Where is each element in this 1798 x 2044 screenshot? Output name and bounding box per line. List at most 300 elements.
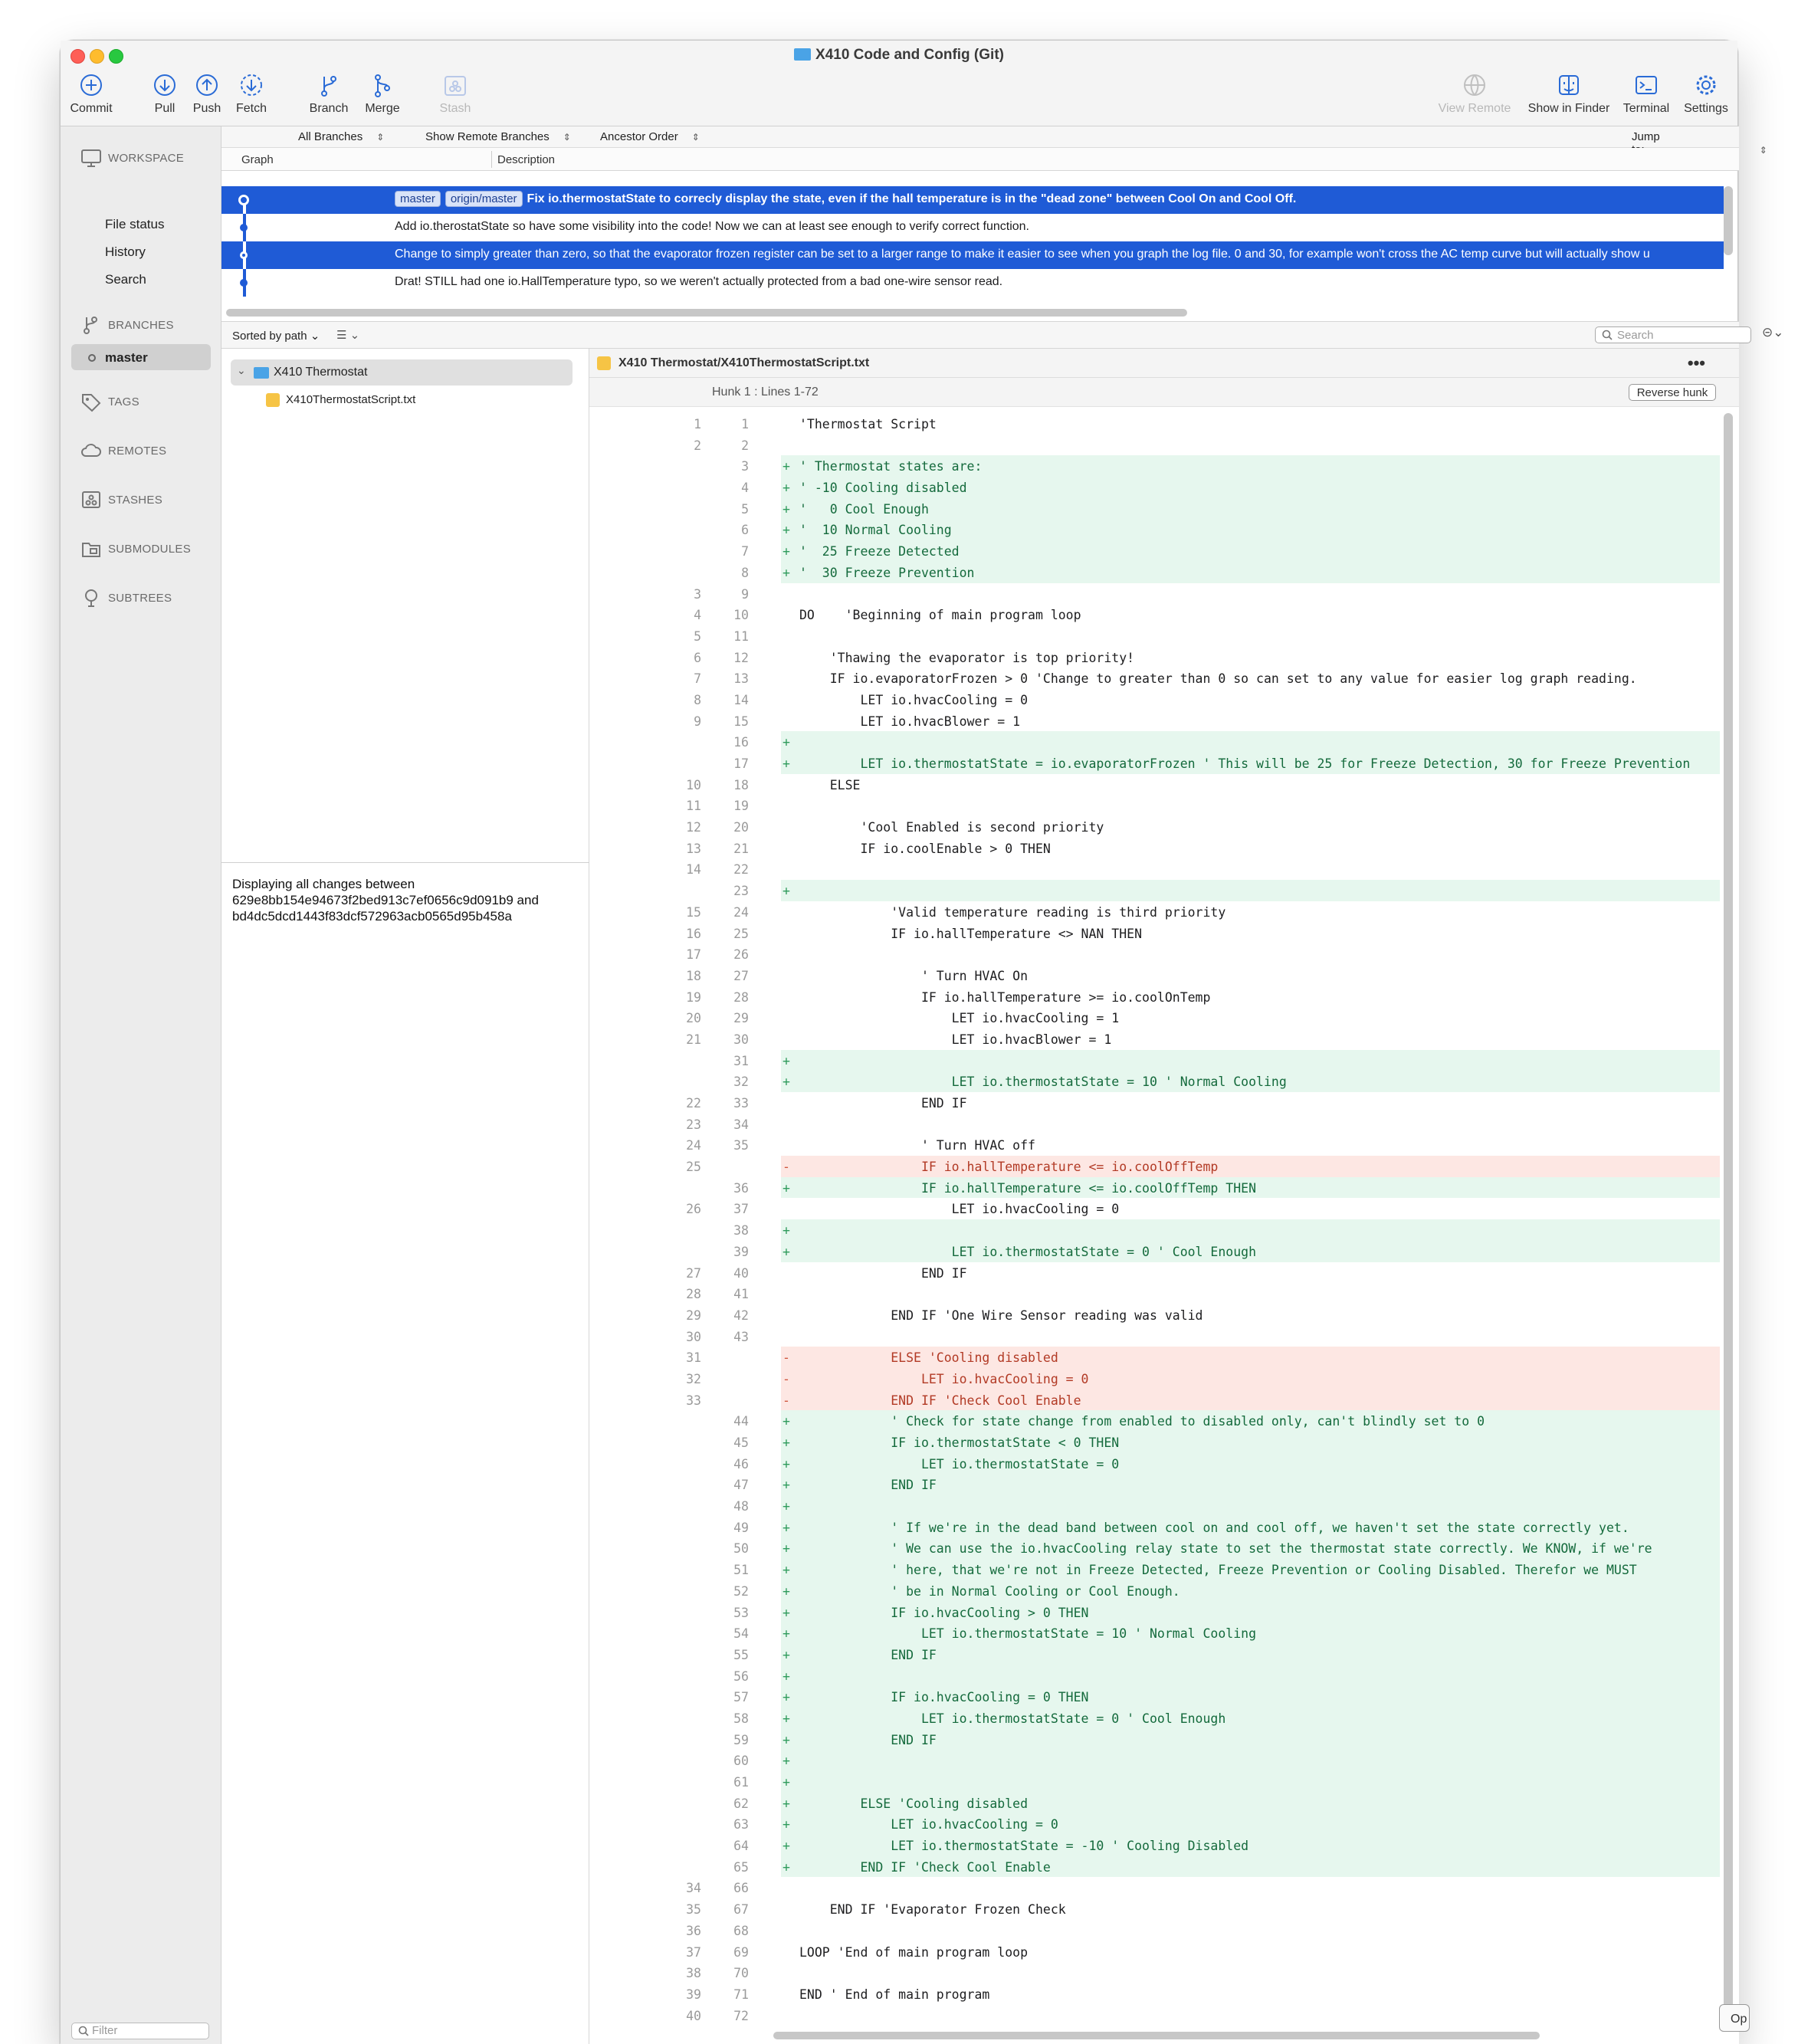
branch-button[interactable] bbox=[307, 73, 350, 116]
diff-line[interactable] bbox=[589, 1941, 1720, 1963]
diff-line-body bbox=[781, 1983, 1720, 2005]
new-line-number: 42 bbox=[733, 1307, 749, 1323]
diff-line-added[interactable] bbox=[589, 562, 1720, 583]
diff-line-added[interactable] bbox=[589, 498, 1720, 520]
app-window bbox=[60, 40, 1784, 2043]
new-line-number: 9 bbox=[741, 586, 749, 602]
plus-icon: + bbox=[783, 1796, 790, 1811]
plus-icon: + bbox=[783, 1817, 790, 1832]
diff-line[interactable] bbox=[589, 965, 1720, 986]
stash-icon bbox=[80, 490, 102, 510]
old-line-number: 2 bbox=[694, 438, 701, 453]
code-text: END IF bbox=[799, 1096, 967, 1111]
diff-line-added[interactable] bbox=[589, 540, 1720, 562]
commit-message: Change to simply greater than zero, so that the evaporator frozen register can be set to a larger range to make it easier to see when you graph the log file. 0 and 30, for example won't cross the AC temp curve but will actually show u bbox=[395, 248, 1650, 261]
diff-line[interactable] bbox=[589, 2005, 1720, 2026]
old-line-number: 1 bbox=[694, 417, 701, 431]
search-input[interactable] bbox=[1595, 326, 1751, 343]
new-line-number: 50 bbox=[733, 1541, 749, 1557]
diff-line-body bbox=[781, 1092, 1720, 1114]
diff-line-body bbox=[781, 625, 1720, 647]
view-remote-button[interactable] bbox=[1432, 73, 1517, 116]
code-text: LET io.thermostatState = io.evaporatorFrozen ' This will be 25 for Freeze Detection, 30 for Freeze Prevention bbox=[799, 756, 1691, 771]
diff-line-added[interactable] bbox=[589, 1835, 1720, 1856]
plus-icon: + bbox=[783, 544, 790, 559]
description-column-header[interactable]: Description bbox=[497, 153, 556, 166]
stash-icon bbox=[441, 73, 469, 99]
pull-icon bbox=[151, 73, 179, 99]
new-line-number: 39 bbox=[733, 1244, 749, 1259]
new-line-number: 37 bbox=[733, 1202, 749, 1217]
diff-line-body bbox=[781, 1813, 1720, 1835]
stash-button[interactable] bbox=[436, 73, 474, 116]
commit-list-vertical-scrollbar[interactable] bbox=[1724, 186, 1733, 255]
globe-icon bbox=[1461, 73, 1488, 99]
tree-file[interactable] bbox=[266, 393, 415, 406]
code-text: END IF bbox=[799, 1732, 937, 1747]
terminal-button[interactable] bbox=[1619, 73, 1673, 116]
pull-button[interactable] bbox=[149, 73, 180, 116]
graph-column-header[interactable]: Graph bbox=[241, 153, 274, 166]
code-text: ELSE 'Cooling disabled bbox=[799, 1350, 1058, 1366]
search-icon bbox=[78, 2026, 89, 2036]
new-line-number: 48 bbox=[733, 1499, 749, 1514]
new-line-number: 49 bbox=[733, 1520, 749, 1535]
old-line-number: 18 bbox=[686, 968, 701, 983]
file-name: X410ThermostatScript.txt bbox=[286, 393, 416, 406]
folder-icon bbox=[254, 367, 269, 379]
push-label: Push bbox=[192, 102, 221, 115]
submodule-icon bbox=[80, 539, 102, 559]
code-text: LET io.hvacCooling = 0 bbox=[799, 1817, 1058, 1832]
diff-line-added[interactable] bbox=[589, 1517, 1720, 1538]
diff-line-body bbox=[781, 1262, 1720, 1284]
old-line-number: 5 bbox=[694, 628, 701, 644]
diff-line-added[interactable] bbox=[589, 455, 1720, 477]
tag-icon bbox=[80, 392, 102, 412]
new-line-number: 46 bbox=[733, 1456, 749, 1471]
code-text: LET io.hvacBlower = 1 bbox=[799, 714, 1021, 729]
diff-line-removed[interactable] bbox=[589, 1156, 1720, 1177]
new-line-number: 16 bbox=[733, 735, 749, 750]
new-line-number: 41 bbox=[733, 1287, 749, 1302]
diff-line-body bbox=[781, 1835, 1720, 1856]
diff-line-body bbox=[781, 1517, 1720, 1538]
diff-line[interactable] bbox=[589, 816, 1720, 838]
diff-line-added[interactable] bbox=[589, 477, 1720, 498]
file-sort-bar bbox=[221, 321, 1784, 349]
diff-line-added[interactable] bbox=[589, 1813, 1720, 1835]
old-line-number: 13 bbox=[686, 841, 701, 856]
diff-line[interactable] bbox=[589, 1304, 1720, 1326]
sidebar-section-stashes[interactable] bbox=[80, 490, 162, 510]
sort-dropdown[interactable] bbox=[232, 329, 320, 343]
show-in-finder-button[interactable] bbox=[1524, 73, 1613, 116]
diff-line[interactable] bbox=[589, 1983, 1720, 2005]
diff-line-body bbox=[781, 1559, 1720, 1580]
diff-line-body bbox=[781, 943, 1720, 965]
commit-row[interactable] bbox=[221, 186, 1724, 214]
diff-line-added[interactable] bbox=[589, 519, 1720, 540]
new-line-number: 57 bbox=[733, 1690, 749, 1705]
code-text: DO 'Beginning of main program loop bbox=[799, 608, 1081, 623]
new-line-number: 35 bbox=[733, 1138, 749, 1153]
diff-line-body bbox=[781, 1793, 1720, 1814]
diff-lines bbox=[589, 413, 1720, 2026]
diff-line[interactable] bbox=[589, 604, 1720, 625]
diff-line[interactable] bbox=[589, 583, 1720, 605]
new-line-number: 24 bbox=[733, 904, 749, 920]
corner-button[interactable]: Op bbox=[1719, 2004, 1750, 2032]
new-line-number: 13 bbox=[733, 671, 749, 687]
new-line-number: 25 bbox=[733, 926, 749, 941]
view-options-dropdown[interactable] bbox=[336, 328, 359, 342]
old-line-number: 21 bbox=[686, 1032, 701, 1047]
diff-line[interactable] bbox=[589, 858, 1720, 880]
new-line-number: 18 bbox=[733, 777, 749, 792]
code-text: END IF bbox=[799, 1478, 937, 1493]
new-line-number: 6 bbox=[741, 523, 749, 538]
diff-options-button[interactable] bbox=[1762, 325, 1784, 340]
new-line-number: 32 bbox=[733, 1074, 749, 1090]
diff-line[interactable] bbox=[589, 1134, 1720, 1156]
new-line-number: 55 bbox=[733, 1647, 749, 1662]
merge-button[interactable] bbox=[361, 73, 404, 116]
diff-line-body bbox=[781, 1219, 1720, 1241]
push-button[interactable] bbox=[189, 73, 225, 116]
diff-line[interactable] bbox=[589, 1007, 1720, 1029]
new-line-number: 70 bbox=[733, 1966, 749, 1981]
diff-line-body bbox=[781, 519, 1720, 540]
sidebar-section-branches[interactable] bbox=[80, 315, 174, 335]
diff-line[interactable] bbox=[589, 435, 1720, 456]
push-icon bbox=[193, 73, 221, 99]
new-line-number: 26 bbox=[733, 947, 749, 963]
diff-line-added[interactable] bbox=[589, 880, 1720, 901]
plus-icon: + bbox=[783, 1053, 790, 1068]
diff-line-body bbox=[781, 1898, 1720, 1920]
sidebar-item-history[interactable]: History bbox=[105, 244, 146, 259]
diff-line-removed[interactable] bbox=[589, 1368, 1720, 1389]
window-title bbox=[61, 47, 1737, 64]
new-line-number: 3 bbox=[741, 459, 749, 474]
code-text: LET io.thermostatState = 10 ' Normal Cooling bbox=[799, 1626, 1257, 1642]
diff-line[interactable] bbox=[589, 774, 1720, 796]
diff-line[interactable] bbox=[589, 1092, 1720, 1114]
commit-message: Drat! STILL had one io.HallTemperature typo, so we weren't actually protected from a bad one-wire sensor read. bbox=[395, 275, 1003, 288]
diff-line-added[interactable] bbox=[589, 1686, 1720, 1708]
new-line-number: 1 bbox=[741, 417, 749, 431]
minus-icon: - bbox=[783, 1350, 790, 1366]
diff-line-added[interactable] bbox=[589, 731, 1720, 753]
diff-line-removed[interactable] bbox=[589, 1389, 1720, 1411]
diff-line-body bbox=[781, 1750, 1720, 1771]
diff-line-body bbox=[781, 710, 1720, 732]
diff-line[interactable] bbox=[589, 1877, 1720, 1898]
old-line-number: 28 bbox=[686, 1287, 701, 1302]
diff-line-added[interactable] bbox=[589, 1622, 1720, 1644]
plus-icon: + bbox=[783, 1839, 790, 1854]
diff-line-added[interactable] bbox=[589, 1410, 1720, 1432]
diff-line-body bbox=[781, 1029, 1720, 1050]
code-text: ' be in Normal Cooling or Cool Enough. bbox=[799, 1583, 1180, 1599]
diff-line[interactable] bbox=[589, 1029, 1720, 1050]
new-line-number: 2 bbox=[741, 438, 749, 453]
new-line-number: 36 bbox=[733, 1180, 749, 1196]
old-line-number: 36 bbox=[686, 1923, 701, 1938]
code-text: 'Thermostat Script bbox=[799, 417, 937, 431]
pull-label: Pull bbox=[154, 102, 176, 115]
branch-tag[interactable]: origin/master bbox=[445, 191, 523, 207]
sidebar-filter-input[interactable] bbox=[71, 2023, 209, 2039]
ellipsis-circle-icon: ⊝ bbox=[1762, 325, 1773, 340]
old-line-number: 4 bbox=[694, 608, 701, 623]
diff-line-body bbox=[781, 965, 1720, 986]
diff-line-added[interactable] bbox=[589, 1071, 1720, 1092]
diff-line-added[interactable] bbox=[589, 1241, 1720, 1262]
diff-line[interactable] bbox=[589, 1114, 1720, 1135]
diff-line-added[interactable] bbox=[589, 1474, 1720, 1495]
plus-icon: + bbox=[783, 1520, 790, 1535]
code-text: LET io.thermostatState = -10 ' Cooling Disabled bbox=[799, 1839, 1249, 1854]
new-line-number: 38 bbox=[733, 1223, 749, 1239]
sidebar-section-submodules[interactable] bbox=[80, 539, 191, 559]
diff-line-added[interactable] bbox=[589, 1495, 1720, 1517]
code-text: LET io.hvacCooling = 0 bbox=[799, 1371, 1089, 1386]
diff-line[interactable] bbox=[589, 838, 1720, 859]
new-line-number: 44 bbox=[733, 1414, 749, 1429]
new-line-number: 23 bbox=[733, 884, 749, 899]
diff-line-body bbox=[781, 1389, 1720, 1411]
commit-list-horizontal-scrollbar[interactable] bbox=[226, 309, 1187, 317]
code-text: ELSE bbox=[799, 777, 861, 792]
compare-info: Displaying all changes between 629e8bb154e94673f2bed913c7ef0656c9d091b9 and bd4dc5dcd1443f83dcf572963acb0565d95b458a bbox=[232, 877, 539, 924]
diff-line-body bbox=[781, 753, 1720, 774]
diff-line[interactable] bbox=[589, 413, 1720, 435]
diff-line[interactable] bbox=[589, 1262, 1720, 1284]
more-options-icon[interactable]: ••• bbox=[1687, 353, 1705, 372]
new-line-number: 5 bbox=[741, 501, 749, 517]
jump-to-label: Jump bbox=[1632, 130, 1660, 143]
reverse-hunk-button[interactable]: Reverse hunk bbox=[1629, 384, 1716, 401]
diff-horizontal-scrollbar[interactable] bbox=[773, 2032, 1540, 2039]
diff-line[interactable] bbox=[589, 1326, 1720, 1347]
sidebar-section-subtrees[interactable] bbox=[80, 588, 172, 608]
old-line-number: 37 bbox=[686, 1944, 701, 1960]
plus-icon: + bbox=[783, 884, 790, 899]
diff-line-body bbox=[781, 1156, 1720, 1177]
sort-label: Sorted by path bbox=[232, 330, 307, 343]
diff-line[interactable] bbox=[589, 625, 1720, 647]
diff-line-body bbox=[781, 1622, 1720, 1644]
diff-line[interactable] bbox=[589, 986, 1720, 1008]
new-line-number: 43 bbox=[733, 1329, 749, 1344]
chevron-down-icon: ⌄ bbox=[1773, 325, 1784, 340]
diff-line-added[interactable] bbox=[589, 1750, 1720, 1771]
diff-line-body bbox=[781, 689, 1720, 710]
diff-line[interactable] bbox=[589, 710, 1720, 732]
diff-line[interactable] bbox=[589, 689, 1720, 710]
view-remote-label: View Remote bbox=[1438, 102, 1511, 115]
commit-row[interactable] bbox=[221, 214, 1724, 241]
diff-line-added[interactable] bbox=[589, 1219, 1720, 1241]
plus-icon: + bbox=[783, 459, 790, 474]
commit-icon bbox=[77, 73, 105, 99]
diff-line[interactable] bbox=[589, 647, 1720, 668]
diff-line-added[interactable] bbox=[589, 1771, 1720, 1793]
code-text: LET io.thermostatState = 10 ' Normal Cooling bbox=[799, 1074, 1287, 1090]
diff-line-added[interactable] bbox=[589, 753, 1720, 774]
tree-folder[interactable] bbox=[231, 359, 573, 386]
code-text: LET io.thermostatState = 0 ' Cool Enough bbox=[799, 1711, 1226, 1726]
terminal-label: Terminal bbox=[1622, 102, 1670, 115]
code-text: ' Thermostat states are: bbox=[799, 459, 983, 474]
filter-placeholder: Filter bbox=[92, 2024, 118, 2037]
sidebar-item-master[interactable] bbox=[71, 344, 211, 370]
diff-line-body bbox=[781, 1007, 1720, 1029]
diff-line-body bbox=[781, 583, 1720, 605]
diff-line-added[interactable] bbox=[589, 1708, 1720, 1729]
diff-line-added[interactable] bbox=[589, 1793, 1720, 1814]
old-line-number: 17 bbox=[686, 947, 701, 963]
code-text: LET io.thermostatState = 0 bbox=[799, 1456, 1120, 1471]
plus-icon: + bbox=[783, 1605, 790, 1620]
diff-line-added[interactable] bbox=[589, 1602, 1720, 1623]
code-text: IF io.hallTemperature <= io.coolOffTemp THEN bbox=[799, 1180, 1257, 1196]
new-line-number: 58 bbox=[733, 1711, 749, 1726]
hunk-header bbox=[589, 378, 1739, 407]
plus-icon: + bbox=[783, 1754, 790, 1769]
diff-line[interactable] bbox=[589, 1898, 1720, 1920]
new-line-number: 71 bbox=[733, 1987, 749, 2002]
plus-icon: + bbox=[783, 735, 790, 750]
old-line-number: 26 bbox=[686, 1202, 701, 1217]
diff-line-body bbox=[781, 1453, 1720, 1475]
old-line-number: 24 bbox=[686, 1138, 701, 1153]
commit-row[interactable] bbox=[221, 241, 1724, 269]
diff-line-added[interactable] bbox=[589, 1729, 1720, 1750]
diff-line-removed[interactable] bbox=[589, 1347, 1720, 1368]
new-line-number: 54 bbox=[733, 1626, 749, 1642]
diff-line-added[interactable] bbox=[589, 1665, 1720, 1687]
subtree-icon bbox=[80, 588, 102, 608]
commit-button[interactable] bbox=[68, 73, 114, 116]
diff-line-added[interactable] bbox=[589, 1559, 1720, 1580]
diff-line-body bbox=[781, 1644, 1720, 1665]
diff-line-added[interactable] bbox=[589, 1177, 1720, 1199]
diff-line[interactable] bbox=[589, 795, 1720, 816]
sidebar-section-tags[interactable] bbox=[80, 392, 139, 412]
diff-line-body bbox=[781, 477, 1720, 498]
plus-icon: + bbox=[783, 1583, 790, 1599]
old-line-number: 31 bbox=[686, 1350, 701, 1366]
sidebar-section-remotes[interactable] bbox=[80, 441, 166, 461]
diff-line-added[interactable] bbox=[589, 1050, 1720, 1071]
diff-line-added[interactable] bbox=[589, 1644, 1720, 1665]
diff-line-body bbox=[781, 1962, 1720, 1983]
diff-file-path: X410 Thermostat/X410ThermostatScript.txt bbox=[618, 356, 870, 369]
new-line-number: 11 bbox=[733, 628, 749, 644]
diff-line-added[interactable] bbox=[589, 1432, 1720, 1453]
diff-line-body bbox=[781, 1665, 1720, 1687]
new-line-number: 21 bbox=[733, 841, 749, 856]
branches-dropdown[interactable] bbox=[298, 130, 384, 143]
plus-icon: + bbox=[783, 1074, 790, 1090]
remote-dropdown-value: Show Remote Branches bbox=[425, 130, 550, 143]
order-dropdown[interactable] bbox=[600, 130, 700, 143]
branch-icon bbox=[80, 315, 102, 335]
code-text: LET io.hvacCooling = 0 bbox=[799, 692, 1029, 707]
sidebar-item-search[interactable]: Search bbox=[105, 272, 146, 287]
modified-file-icon bbox=[266, 393, 280, 407]
folder-icon bbox=[794, 48, 811, 61]
list-icon: ☰ bbox=[336, 329, 347, 342]
diff-line[interactable] bbox=[589, 901, 1720, 923]
diff-line-added[interactable] bbox=[589, 1453, 1720, 1475]
sidebar-section-workspace[interactable] bbox=[80, 148, 184, 168]
branch-tag[interactable]: master bbox=[395, 191, 441, 207]
diff-line-body bbox=[781, 1177, 1720, 1199]
code-text: LET io.hvacBlower = 1 bbox=[799, 1032, 1112, 1047]
diff-line[interactable] bbox=[589, 943, 1720, 965]
search-icon bbox=[1602, 330, 1613, 340]
diff-line-body bbox=[781, 1134, 1720, 1156]
plus-icon: + bbox=[783, 1626, 790, 1642]
diff-line[interactable] bbox=[589, 1198, 1720, 1219]
new-line-number: 65 bbox=[733, 1859, 749, 1875]
diff-line[interactable] bbox=[589, 1920, 1720, 1941]
code-text: 'Cool Enabled is second priority bbox=[799, 820, 1104, 835]
new-line-number: 53 bbox=[733, 1605, 749, 1620]
new-line-number: 56 bbox=[733, 1668, 749, 1684]
code-text: IF io.hallTemperature <> NAN THEN bbox=[799, 926, 1143, 941]
diff-line-added[interactable] bbox=[589, 1537, 1720, 1559]
order-dropdown-value: Ancestor Order bbox=[600, 130, 678, 143]
plus-icon: + bbox=[783, 565, 790, 580]
diff-line[interactable] bbox=[589, 1962, 1720, 1983]
commit-row[interactable] bbox=[221, 269, 1724, 297]
commit-node-icon bbox=[240, 224, 248, 231]
code-text: END IF 'Check Cool Enable bbox=[799, 1859, 1051, 1875]
fetch-button[interactable] bbox=[232, 73, 271, 116]
plus-icon: + bbox=[783, 1732, 790, 1747]
diff-line-added[interactable] bbox=[589, 1580, 1720, 1602]
diff-vertical-scrollbar[interactable] bbox=[1724, 413, 1733, 2023]
diff-line-body bbox=[781, 1580, 1720, 1602]
old-line-number: 27 bbox=[686, 1265, 701, 1281]
hunk-label: Hunk 1 : Lines 1-72 bbox=[712, 386, 819, 399]
old-line-number: 20 bbox=[686, 1011, 701, 1026]
diff-line-body bbox=[781, 816, 1720, 838]
pane-divider[interactable] bbox=[221, 862, 589, 863]
search-placeholder: Search bbox=[1617, 329, 1654, 342]
diff-line[interactable] bbox=[589, 923, 1720, 944]
remote-branches-dropdown[interactable] bbox=[425, 130, 571, 143]
sidebar-item-file-status[interactable]: File status bbox=[105, 217, 165, 231]
code-text: LET io.hvacCooling = 1 bbox=[799, 1011, 1120, 1026]
chevron-down-icon: ⌄ bbox=[237, 364, 246, 376]
new-line-number: 30 bbox=[733, 1032, 749, 1047]
stashes-label: STASHES bbox=[108, 493, 163, 507]
code-text: ' here, that we're not in Freeze Detected, Freeze Prevention or Cooling Disabled. Therefor we MUST bbox=[799, 1563, 1637, 1578]
new-line-number: 31 bbox=[733, 1053, 749, 1068]
old-line-number: 19 bbox=[686, 989, 701, 1005]
diff-line-added[interactable] bbox=[589, 1856, 1720, 1878]
settings-button[interactable] bbox=[1681, 73, 1731, 116]
diff-line[interactable] bbox=[589, 1283, 1720, 1304]
new-line-number: 72 bbox=[733, 2008, 749, 2023]
diff-line[interactable] bbox=[589, 668, 1720, 689]
